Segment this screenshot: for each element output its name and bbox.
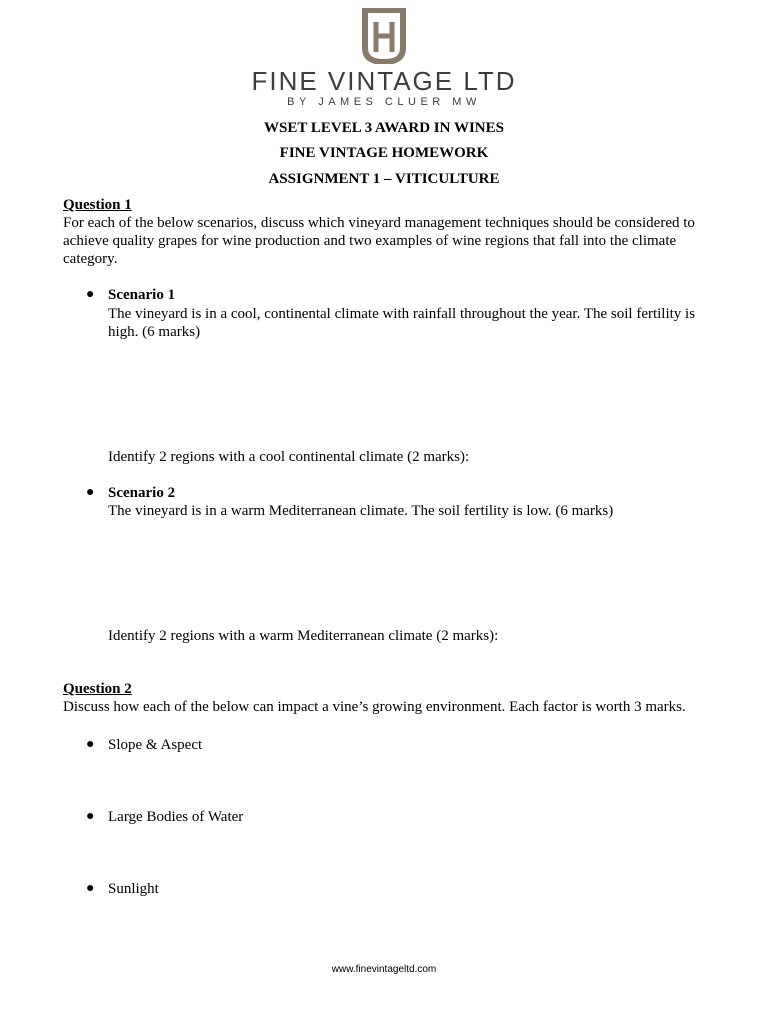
bullet-icon: ● (86, 287, 95, 302)
question-1-intro-line: achieve quality grapes for wine production and two examples of wine regions that fall into the climate (63, 233, 677, 249)
scenario-2-text: The vineyard is in a warm Mediterranean climate. The soil fertility is low. (6 marks) (108, 503, 614, 519)
page-title-3: ASSIGNMENT 1 – VITICULTURE (268, 171, 500, 187)
scenario-1-text: high. (6 marks) (108, 324, 201, 340)
brand-tagline: BY JAMES CLUER MW (287, 96, 481, 108)
bullet-icon: ● (86, 881, 95, 896)
bullet-icon: ● (86, 737, 95, 752)
question-1-intro-line: For each of the below scenarios, discuss which vineyard management techniques should be considered to (63, 215, 695, 231)
bullet-icon: ● (86, 809, 95, 824)
scenario-1-title: Scenario 1 (108, 287, 176, 303)
scenario-1-text: The vineyard is in a cool, continental climate with rainfall throughout the year. The soil fertility is (108, 306, 696, 322)
brand-name: FINE VINTAGE LTD (251, 66, 517, 96)
scenario-2-identify: Identify 2 regions with a warm Mediterranean climate (2 marks): (108, 628, 499, 644)
question-2-title: Question 2 (63, 681, 132, 697)
factor-item: Slope & Aspect (108, 737, 203, 753)
footer-url: www.finevintageltd.com (331, 964, 437, 975)
scenario-1-identify: Identify 2 regions with a cool continental climate (2 marks): (108, 449, 470, 465)
question-1-title: Question 1 (63, 197, 132, 213)
page-title-1: WSET LEVEL 3 AWARD IN WINES (264, 120, 504, 136)
factor-item: Sunlight (108, 881, 159, 897)
scenario-2-title: Scenario 2 (108, 485, 176, 501)
fine-vintage-logo-icon (359, 8, 409, 64)
page-title-2: FINE VINTAGE HOMEWORK (279, 145, 489, 161)
bullet-icon: ● (86, 485, 95, 500)
factor-item: Large Bodies of Water (108, 809, 244, 825)
question-1-intro-line: category. (63, 251, 118, 267)
logo (0, 8, 768, 64)
question-2-intro: Discuss how each of the below can impact a vine’s growing environment. Each factor is worth 3 marks. (63, 699, 686, 715)
